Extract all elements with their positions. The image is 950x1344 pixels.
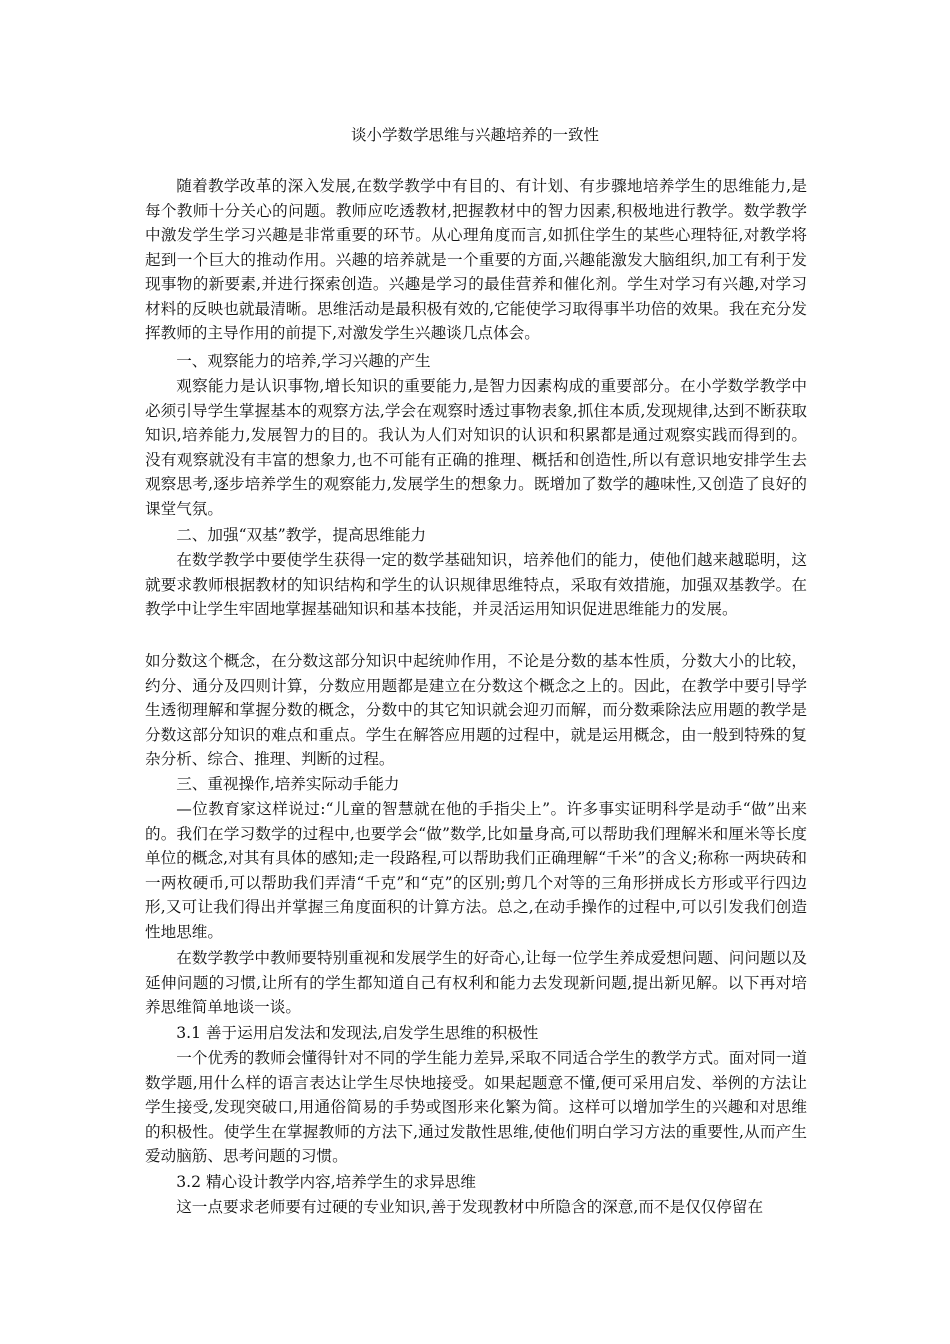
subsection-heading-3-1: 3.1 善于运用启发法和发现法,启发学生思维的积极性 bbox=[176, 1024, 539, 1042]
section-2-paragraph: 在数学教学中要使学生获得一定的数学基础知识，培养他们的能力，使他们越来越聪明，这就要求教师根据教材的知识结构和学生的认识规律思维特点，采取有效措施，加强双基教学。在教学中让学生牢固地掌握基础知识和基本技能，并灵活运用知识促进思维能力的发展。 bbox=[145, 551, 807, 618]
document-title: 谈小学数学思维与兴趣培养的一致性 bbox=[350, 126, 599, 144]
subsection-3-2-paragraph: 这一点要求老师要有过硬的专业知识,善于发现教材中所隐含的深意,而不是仅仅停留在 bbox=[176, 1198, 764, 1216]
subsection-heading-3-2: 3.2 精心设计教学内容,培养学生的求异思维 bbox=[176, 1173, 476, 1191]
section-heading-3: 三、重视操作,培养实际动手能力 bbox=[176, 775, 400, 793]
curiosity-paragraph: 在数学教学中教师要特别重视和发展学生的好奇心,让每一位学生养成爱想问题、问问题以及延伸问题的习惯,让所有的学生都知道自己有权利和能力去发现新问题,提出新见解。以下再对培养思维简单地谈一谈。 bbox=[145, 949, 807, 1016]
section-3-paragraph: —位教育家这样说过:“儿童的智慧就在他的手指尖上”。许多事实证明科学是动手“做”出来的。我们在学习数学的过程中,也要学会“做”数学,比如量身高,可以帮助我们理解米和厘米等长度单位的概念,对其有具体的感知;走一段路程,可以帮助我们正确理解“千米”的含义;称称一两块砖和一两枚硬币,可以帮助我们弄清“千克”和“克”的区别;剪几个对等的三角形拼成长方形或平行四边形,又可让我们得出并掌握三角度面积的计算方法。总之,在动手操作的过程中,可以引发我们创造性地思维。 bbox=[145, 800, 807, 941]
subsection-3-1-paragraph: 一个优秀的教师会懂得针对不同的学生能力差异,采取不同适合学生的教学方式。面对同一道数学题,用什么样的语言表达让学生尽快地接受。如果起题意不懂,便可采用启发、举例的方法让学生接受,发现突破口,用通俗简易的手势或图形来化繁为简。这样可以增加学生的兴趣和对思维的积极性。使学生在掌握教师的方法下,通过发散性思维,使他们明白学习方法的重要性,从而产生爱动脑筋、思考问题的习惯。 bbox=[145, 1049, 807, 1165]
section-1-paragraph: 观察能力是认识事物,增长知识的重要能力,是智力因素构成的重要部分。在小学数学教学中必须引导学生掌握基本的观察方法,学会在观察时透过事物表象,抓住本质,发现规律,达到不断获取知识,培养能力,发展智力的目的。我认为人们对知识的认识和积累都是通过观察实践而得到的。没有观察就没有丰富的想象力,也不可能有正确的推理、概括和创造性,所以有意识地安排学生去观察思考,逐步培养学生的观察能力,发展学生的想象力。既增加了数学的趣味性,又创造了良好的课堂气氛。 bbox=[145, 377, 807, 518]
fraction-example-paragraph: 如分数这个概念，在分数这部分知识中起统帅作用，不论是分数的基本性质，分数大小的比较，约分、通分及四则计算，分数应用题都是建立在分数这个概念之上的。因此，在教学中要引导学生透彻理解和掌握分数的概念，分数中的其它知识就会迎刃而解，而分数乘除法应用题的教学是分数这部分知识的难点和重点。学生在解答应用题的过程中，就是运用概念，由一般到特殊的复杂分析、综合、推理、判断的过程。 bbox=[145, 652, 807, 768]
section-heading-1: 一、观察能力的培养,学习兴趣的产生 bbox=[176, 352, 431, 370]
section-heading-2: 二、加强“双基”教学，提高思维能力 bbox=[176, 526, 427, 544]
intro-paragraph: 随着教学改革的深入发展,在数学教学中有目的、有计划、有步骤地培养学生的思维能力,是每个教师十分关心的问题。教师应吃透教材,把握教材中的智力因素,积极地进行教学。数学教学中激发学生学习兴趣是非常重要的环节。从心理角度而言,如抓住学生的某些心理特征,对教学将起到一个巨大的推动作用。兴趣的培养就是一个重要的方面,兴趣能激发大脑组织,加工有利于发现事物的新要素,并进行探索创造。兴趣是学习的最佳营养和催化剂。学生对学习有兴趣,对学习材料的反映也就最清晰。思维活动是最积极有效的,它能使学习取得事半功倍的效果。我在充分发挥教师的主导作用的前提下,对激发学生兴趣谈几点体会。 bbox=[145, 177, 807, 342]
